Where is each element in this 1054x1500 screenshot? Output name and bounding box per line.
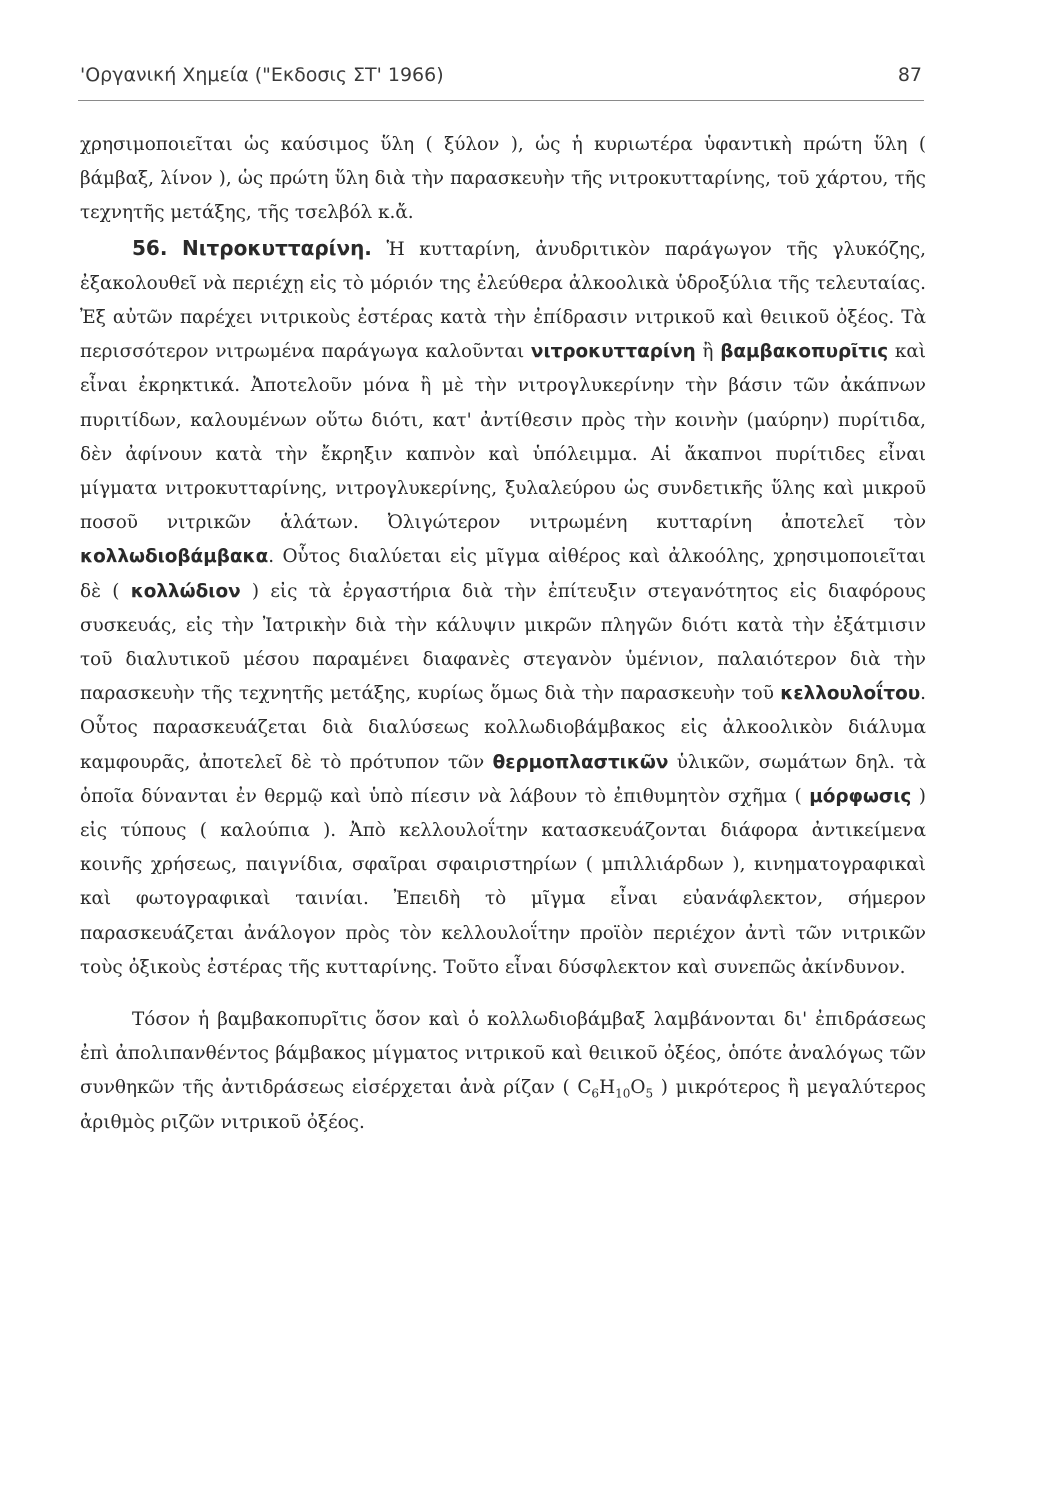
term-collodion-cotton: κολλωδιοβάμβακα <box>80 546 269 568</box>
term-nitrocellulose: νιτροκυτταρίνη <box>530 341 696 363</box>
text-run: καὶ εἶναι ἐκρηκτικά. Ἀποτελοῦν μόνα ἢ μὲ τὴν νιτρογλυκερίνην τὴν βάσιν τῶν ἀκάπνων πυριτίδων, καλουμένων οὕτω διότι, κατ' ἀντίθεσιν πρὸς τὴν κοινὴν (μαύρην) πυρίτιδα, δὲν ἀφίνουν κατὰ τὴν ἔκρηξιν καπνὸν καὶ ὑπόλειμμα. Αἱ ἄκαπνοι πυρίτιδες εἶναι μίγματα νιτροκυτταρίνης, νιτρογλυκερίνης, ξυλαλεύρου ὡς συνδετικῆς ὕλης καὶ μικροῦ ποσοῦ νιτρικῶν ἁλάτων. Ὀλιγώτερον νιτρωμένη κυτταρίνη ἀποτελεῖ τὸν <box>80 341 926 534</box>
header-title: 'Οργανική Χημεία ("Εκδοσις ΣΤ' 1966) <box>80 64 444 86</box>
paragraph-section-56 <box>80 231 926 985</box>
term-thermoplastics: θερμοπλαστικῶν <box>492 751 669 773</box>
section-number: 56. <box>132 235 168 260</box>
formula-part: H <box>599 1077 616 1099</box>
text-run: ) εἰς τύπους ( καλούπια ). Ἀπὸ κελλουλοΐτην κατασκευάζονται διάφορα ἀντικείμενα κοινῆς χρήσεως, παιγνίδια, σφαῖραι σφαιριστηρίων ( μπιλλιάρδων ), κινηματογραφικαὶ καὶ φωτογραφικαὶ ταινίαι. Ἐπειδὴ τὸ μῖγμα εἶναι εὐανάφλεκτον, σήμερον παρασκευάζεται ἀνάλογον πρὸς τὸν κελλουλοΐτην προϊὸν περιέχον ἀντὶ τῶν νιτρικῶν τοὺς ὀξικοὺς ἐστέρας τῆς κυτταρίνης. Τοῦτο εἶναι δύσφλεκτον καὶ συνεπῶς ἀκίνδυνον. <box>80 785 926 978</box>
text-run: ) εἰς τὰ ἐργαστήρια διὰ τὴν ἐπίτευξιν στεγανότητος εἰς διαφόρους συσκευάς, εἰς τὴν Ἰατρικὴν διὰ τὴν κάλυψιν μικρῶν πληγῶν διότι κατὰ τὴν ἐξάτμισιν τοῦ διαλυτικοῦ μέσου παραμένει διαφανὲς στεγανὸν ὑμένιον, παλαιότερον διὰ τὴν παρασκευὴν τῆς τεχνητῆς μετάξης, κυρίως ὅμως διὰ τὴν παρασκευὴν τοῦ <box>80 580 926 705</box>
paragraph-3 <box>80 1003 926 1140</box>
term-guncotton: βαμβακοπυρῖτις <box>720 341 889 363</box>
term-collodion: κολλώδιον <box>130 580 241 602</box>
text-run: Ἡ κυτταρίνη, ἀνυδριτικὸν παράγωγον τῆς γλυκόζης, ἐξακολουθεῖ νὰ περιέχῃ εἰς τὸ μόριόν της ἐλεύθερα ἀλκοολικὰ ὑδροξύλια τῆς τελευταίας. Ἐξ αὐτῶν παρέχει νιτρικοὺς ἐστέρας κατὰ τὴν ἐπίδρασιν νιτρικοῦ καὶ θειικοῦ ὀξέος. Τὰ περισσότερον νιτρωμένα παράγωγα καλοῦνται <box>80 238 926 363</box>
formula-subscript: 10 <box>615 1087 631 1102</box>
running-header <box>80 64 922 98</box>
section-title: Νιτροκυτταρίνη. <box>182 235 372 260</box>
text-run: . Οὗτος παρασκευάζεται διὰ διαλύσεως κολλωδιοβάμβακος εἰς ἀλκοολικὸν διάλυμα καμφουρᾶς, ἀποτελεῖ δὲ τὸ πρότυπον τῶν <box>80 683 926 773</box>
term-molding: μόρφωσις <box>809 785 912 807</box>
formula-part: O <box>630 1077 646 1099</box>
text-run: . Οὗτος διαλύεται εἰς μῖγμα αἰθέρος καὶ ἀλκοόλης, χρησιμοποιεῖται δὲ ( <box>80 546 926 602</box>
page-number: 87 <box>897 64 922 86</box>
text-run: ἢ <box>695 341 721 363</box>
text-run: ὑλικῶν, σωμάτων δηλ. τὰ ὁποῖα δύνανται ἐν θερμῷ καὶ ὑπὸ πίεσιν νὰ λάβουν τὸ ἐπιθυμητὸν σχῆμα ( <box>80 751 926 807</box>
text-run: ) μικρότερος ἢ μεγαλύτερος ἀριθμὸς ριζῶν νιτρικοῦ ὀξέος. <box>80 1077 926 1133</box>
formula-subscript: 5 <box>645 1087 654 1102</box>
paragraph-1: χρησιμοποιεῖται ὡς καύσιμος ὕλη ( ξύλον ), ὡς ἡ κυριωτέρα ὑφαντικὴ πρώτη ὕλη ( βάμβαξ, λίνον ), ὡς πρώτη ὕλη διὰ τὴν παρασκευὴν τῆς νιτροκυτταρίνης, τοῦ χάρτου, τῆς τεχνητῆς μετάξης, τῆς τσελβόλ κ.ἄ. <box>80 134 926 224</box>
term-celluloid: κελλουλοΐτου <box>780 683 921 705</box>
header-rule <box>78 100 924 101</box>
formula-subscript: 6 <box>591 1087 600 1102</box>
text-run: Τόσον ἡ βαμβακοπυρῖτις ὅσον καὶ ὁ κολλωδιοβάμβαξ λαμβάνονται δι' ἐπιδράσεως ἐπὶ ἀπολιπανθέντος βάμβακος μίγματος νιτρικοῦ καὶ θειικοῦ ὀξέος, ὁπότε ἀναλόγως τῶν συνθηκῶν τῆς ἀντιδράσεως εἰσέρχεται ἀνὰ ρίζαν ( C <box>80 1009 926 1099</box>
body-text <box>80 128 926 1140</box>
